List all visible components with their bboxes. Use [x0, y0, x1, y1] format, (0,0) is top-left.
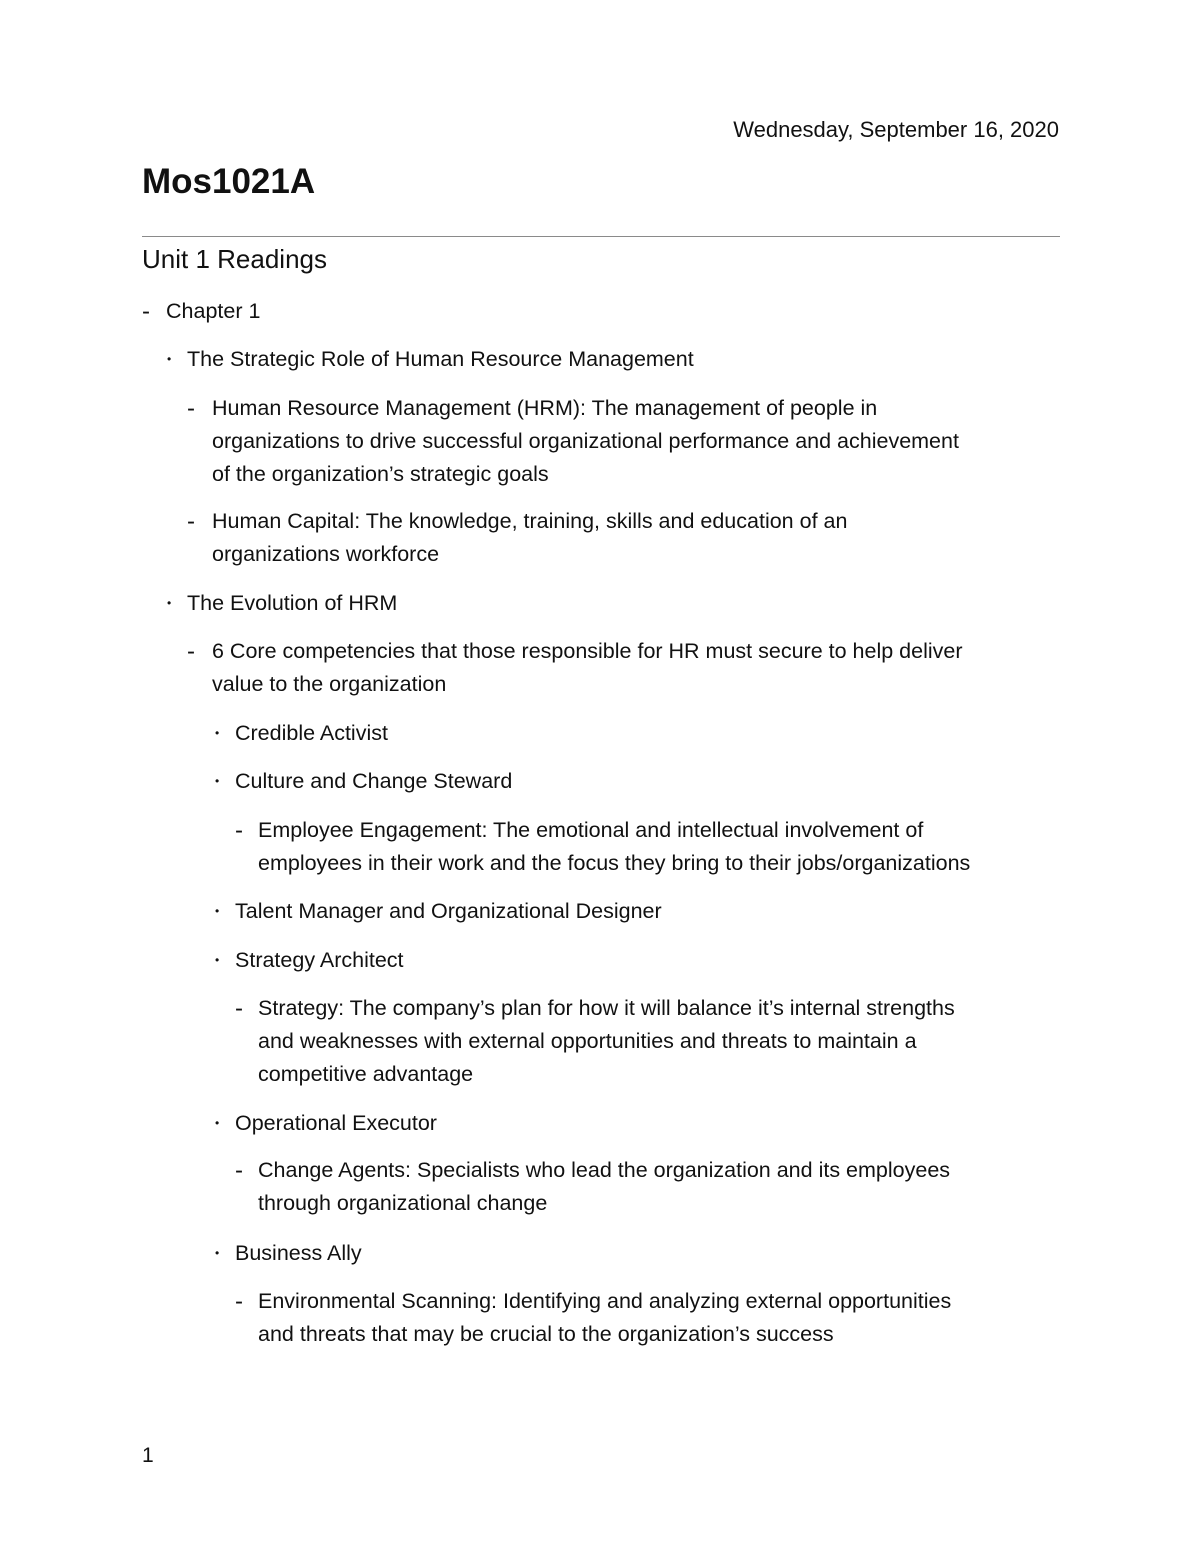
bullet-marker: • [215, 726, 220, 740]
outline-item-chapter: Chapter 1 [166, 299, 261, 323]
core-competencies-line-2: value to the organization [212, 672, 447, 696]
competency-culture-steward: Culture and Change Steward [235, 769, 513, 793]
definition-change-agents-line-1: Change Agents: Specialists who lead the organization and its employees [258, 1158, 951, 1182]
definition-hrm-line-3: of the organization’s strategic goals [212, 462, 549, 486]
definition-human-capital-line-1: Human Capital: The knowledge, training, skills and education of an [212, 509, 848, 533]
definition-change-agents-line-2: through organizational change [258, 1191, 548, 1215]
outline-item-strategic-role: The Strategic Role of Human Resource Management [187, 347, 694, 371]
competency-strategy-architect: Strategy Architect [235, 948, 404, 972]
dash-marker: - [235, 995, 243, 1022]
definition-human-capital-line-2: organizations workforce [212, 542, 440, 566]
dash-marker: - [187, 638, 195, 665]
definition-strategy-line-2: and weaknesses with external opportunities and threats to maintain a [258, 1029, 917, 1053]
page-title: Mos1021A [142, 162, 316, 201]
competency-talent-manager: Talent Manager and Organizational Designer [235, 899, 662, 923]
competency-business-ally: Business Ally [235, 1241, 362, 1265]
definition-env-scanning-line-2: and threats that may be crucial to the organization’s success [258, 1322, 834, 1346]
page-number: 1 [142, 1444, 154, 1467]
bullet-marker: • [215, 1116, 220, 1130]
date-header: Wednesday, September 16, 2020 [733, 117, 1059, 142]
outline-item-evolution: The Evolution of HRM [187, 591, 398, 615]
dash-marker: - [235, 1157, 243, 1184]
definition-engagement-line-2: employees in their work and the focus they bring to their jobs/organizations [258, 851, 971, 875]
definition-strategy-line-1: Strategy: The company’s plan for how it will balance it’s internal strengths [258, 996, 955, 1020]
bullet-marker: • [215, 774, 220, 788]
definition-hrm-line-1: Human Resource Management (HRM): The management of people in [212, 396, 878, 420]
definition-hrm-line-2: organizations to drive successful organizational performance and achievement [212, 429, 959, 453]
dash-marker: - [142, 298, 150, 325]
bullet-marker: • [215, 1246, 220, 1260]
section-heading: Unit 1 Readings [142, 244, 327, 274]
bullet-marker: • [167, 596, 172, 610]
bullet-marker: • [167, 352, 172, 366]
bullet-marker: • [215, 904, 220, 918]
dash-marker: - [235, 817, 243, 844]
definition-strategy-line-3: competitive advantage [258, 1062, 474, 1086]
core-competencies-line-1: 6 Core competencies that those responsible for HR must secure to help deliver [212, 639, 963, 663]
dash-marker: - [235, 1288, 243, 1315]
definition-engagement-line-1: Employee Engagement: The emotional and intellectual involvement of [258, 818, 924, 842]
dash-marker: - [187, 508, 195, 535]
title-divider [142, 236, 1060, 237]
bullet-marker: • [215, 953, 220, 967]
competency-credible-activist: Credible Activist [235, 721, 388, 745]
dash-marker: - [187, 395, 195, 422]
definition-env-scanning-line-1: Environmental Scanning: Identifying and analyzing external opportunities [258, 1289, 952, 1313]
competency-operational-executor: Operational Executor [235, 1111, 437, 1135]
